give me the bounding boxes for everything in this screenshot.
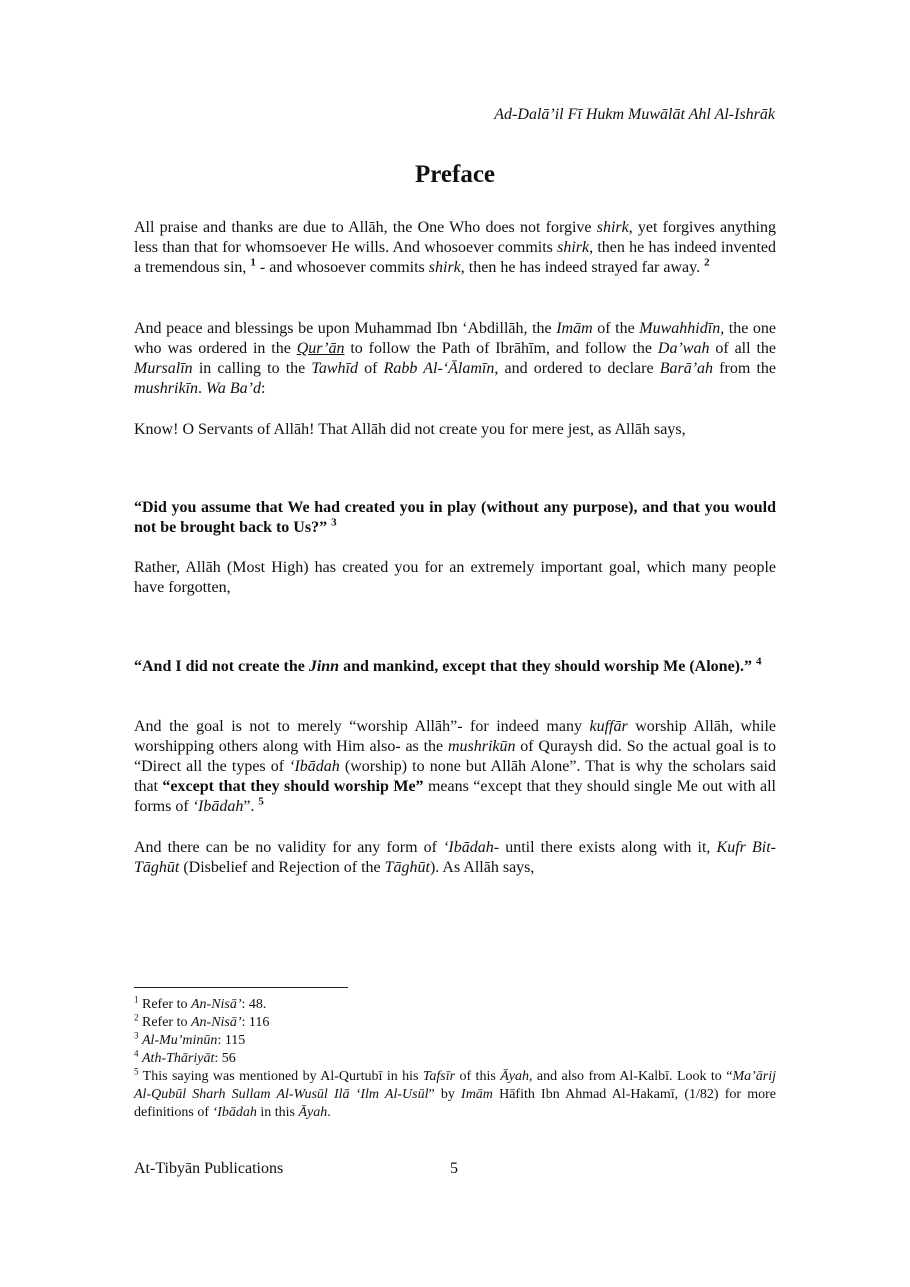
footnote-1: $^1$ Refer to An-Nisā’: 48. bbox=[134, 994, 267, 1012]
footnote-5: $^5$ This saying was mentioned by Al-Qurtubī in his Tafsīr of this Āyah, and also from Al-Kalbī. Look to “Ma’ārij Al-Qubūl Sharh Sullam Al-Wusūl Ilā ‘Ilm Al-Usūl” by Imām Hāfith Ibn Ahmad Al-Hakamī, (1/82) for more definitions of ‘Ibādah in this Āyah. bbox=[134, 1066, 776, 1120]
footnotes bbox=[134, 996, 776, 1122]
footnote-4: $^4$ Ath-Thāriyāt: 56 bbox=[134, 1048, 236, 1066]
running-header: Ad-Dalā’il Fī Hukm Muwālāt Ahl Al-Ishrāk bbox=[494, 106, 775, 123]
footnote-3: $^3$ Al-Mu’minūn: 115 bbox=[134, 1030, 246, 1048]
quote-2: “And I did not create the Jinn and mankind, except that they should worship Me (Alone).” $^4$ bbox=[134, 655, 762, 675]
footnote-ref-1[interactable]: 1 bbox=[250, 256, 256, 269]
quote-1: “Did you assume that We had created you in play (without any purpose), and that you would not be brought back to Us?” $^3$ bbox=[134, 499, 776, 536]
footnote-ref-3[interactable]: 3 bbox=[331, 516, 337, 529]
paragraph-2: And peace and blessings be upon Muhammad Ibn ‘Abdillāh, the Imām of the Muwahhidīn, the one who was ordered in the Qur’ān to follow the Path of Ibrāhīm, and follow the Da’wah of all the Mursalīn in calling to the Tawhīd of Rabb Al-‘Ālamīn, and ordered to declare Barā’ah from the mushrikīn. Wa Ba’d: bbox=[134, 320, 777, 397]
publisher-footer: At-Tibyān Publications bbox=[134, 1160, 284, 1177]
paragraph-5: And the goal is not to merely “worship Allāh”- for indeed many kuffār worship Allāh, while worshipping others along with Him also- as the mushrikūn of Quraysh did. So the actual goal is to “Direct all the types of ‘Ibādah (worship) to none but Allāh Alone”. That is why the scholars said that “except that they should worship Me” means “except that they should single Me out with all forms of ‘Ibādah”. $^5$ bbox=[134, 718, 777, 815]
page-number: 5 bbox=[450, 1160, 458, 1177]
paragraph-4: Rather, Allāh (Most High) has created you for an extremely important goal, which many people have forgotten, bbox=[134, 559, 776, 596]
footnote-ref-4[interactable]: 4 bbox=[756, 655, 762, 668]
footnote-ref-2[interactable]: 2 bbox=[704, 256, 710, 269]
paragraph-1: All praise and thanks are due to Allāh, the One Who does not forgive shirk, yet forgives anything less than that for whomsoever He wills. And whosoever commits shirk, then he has indeed invented a tremendous sin, $^1$ - and whosoever commits shirk, then he has indeed strayed far away. $^2$ bbox=[134, 219, 777, 276]
footnote-2: $^2$ Refer to An-Nisā’: 116 bbox=[134, 1012, 270, 1030]
paragraph-6: And there can be no validity for any form of ‘Ibādah- until there exists along with it, Kufr Bit-Tāghūt (Disbelief and Rejection of the Tāghūt). As Allāh says, bbox=[134, 839, 777, 876]
page-title: Preface bbox=[414, 161, 496, 188]
paragraph-3: Know! O Servants of Allāh! That Allāh did not create you for mere jest, as Allāh says, bbox=[134, 421, 686, 438]
footnote-ref-5[interactable]: 5 bbox=[258, 795, 264, 808]
footnote-divider bbox=[134, 987, 348, 988]
